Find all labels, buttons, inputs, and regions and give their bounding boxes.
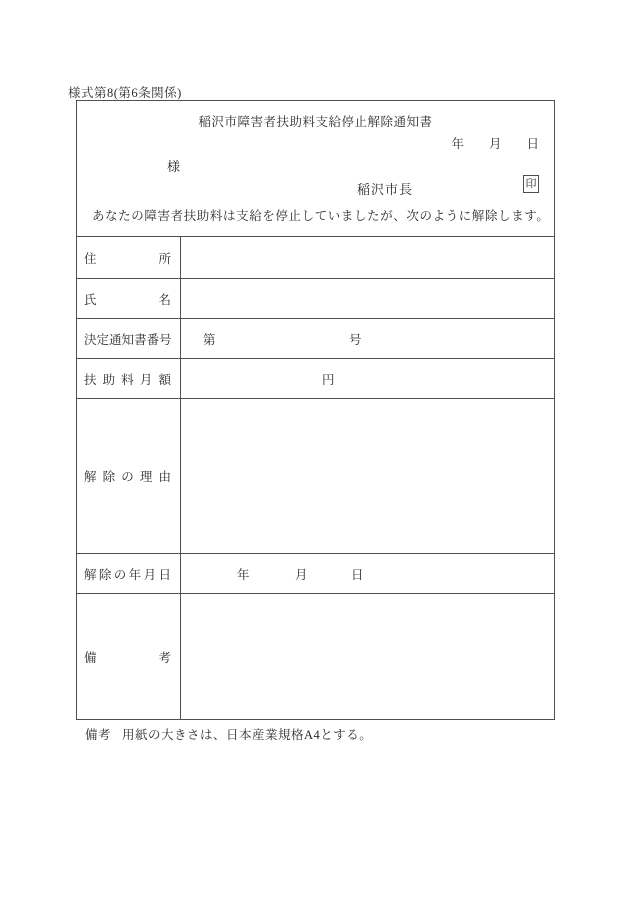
footer-note	[85, 725, 372, 743]
footer-note-text: 用紙の大きさは、日本産業規格A4とする。	[122, 728, 373, 742]
issue-date-year-label: 年	[451, 137, 464, 151]
decision-number-label-cell	[77, 319, 181, 358]
monthly-amount-label-cell	[77, 359, 181, 398]
address-value-cell	[181, 237, 554, 278]
monthly-amount-unit: 円	[322, 372, 335, 387]
name-row	[77, 278, 554, 318]
monthly-amount-row	[77, 358, 554, 398]
name-label: 氏 名	[84, 292, 171, 307]
decision-number-label: 決 定 通 知 書 番 号	[84, 332, 172, 347]
remarks-value-cell	[181, 594, 554, 719]
notice-title: 稲沢市障害者扶助料支給停止解除通知書	[198, 115, 433, 129]
remarks-label: 備 考	[84, 650, 171, 665]
release-reason-row	[77, 398, 554, 553]
release-reason-label-cell	[77, 399, 181, 553]
release-date-row	[77, 553, 554, 593]
decision-number-row	[77, 318, 554, 358]
footer-note-label: 備考	[85, 728, 112, 742]
remarks-label-cell	[77, 594, 181, 719]
release-date-day-label: 日	[351, 567, 364, 582]
official-seal-placeholder: 印	[523, 175, 539, 193]
form-number-label: 様式第8(第6条関係)	[68, 86, 182, 100]
remarks-row	[77, 593, 554, 719]
sender-title: 稲沢市長	[357, 182, 414, 197]
addressee-honorific: 様	[167, 159, 181, 174]
decision-number-value-cell	[181, 319, 554, 358]
notice-form-box	[76, 100, 555, 720]
release-date-month-label: 月	[295, 567, 308, 582]
release-date-label-cell	[77, 554, 181, 593]
monthly-amount-value-cell	[181, 359, 554, 398]
address-label: 住 所	[84, 251, 171, 266]
release-reason-value-cell	[181, 399, 554, 553]
release-date-label: 解 除 の 年 月 日	[84, 567, 171, 582]
name-label-cell	[77, 279, 181, 318]
issue-date-month-label: 月	[488, 137, 502, 151]
monthly-amount-label: 扶 助 料 月 額	[84, 372, 171, 387]
issue-date-day-label: 日	[526, 137, 539, 151]
issue-date-line	[451, 134, 539, 152]
notice-body-text: あなたの障害者扶助料は支給を停止していましたが、次のように解除します。	[92, 209, 550, 223]
release-date-year-label: 年	[237, 567, 250, 582]
form-table	[77, 236, 554, 719]
address-label-cell	[77, 237, 181, 278]
address-row	[77, 236, 554, 278]
release-reason-label: 解 除 の 理 由	[84, 470, 171, 484]
release-date-value-cell	[181, 554, 554, 593]
name-value-cell	[181, 279, 554, 318]
decision-number-prefix: 第	[203, 332, 216, 347]
decision-number-suffix: 号	[349, 332, 362, 347]
